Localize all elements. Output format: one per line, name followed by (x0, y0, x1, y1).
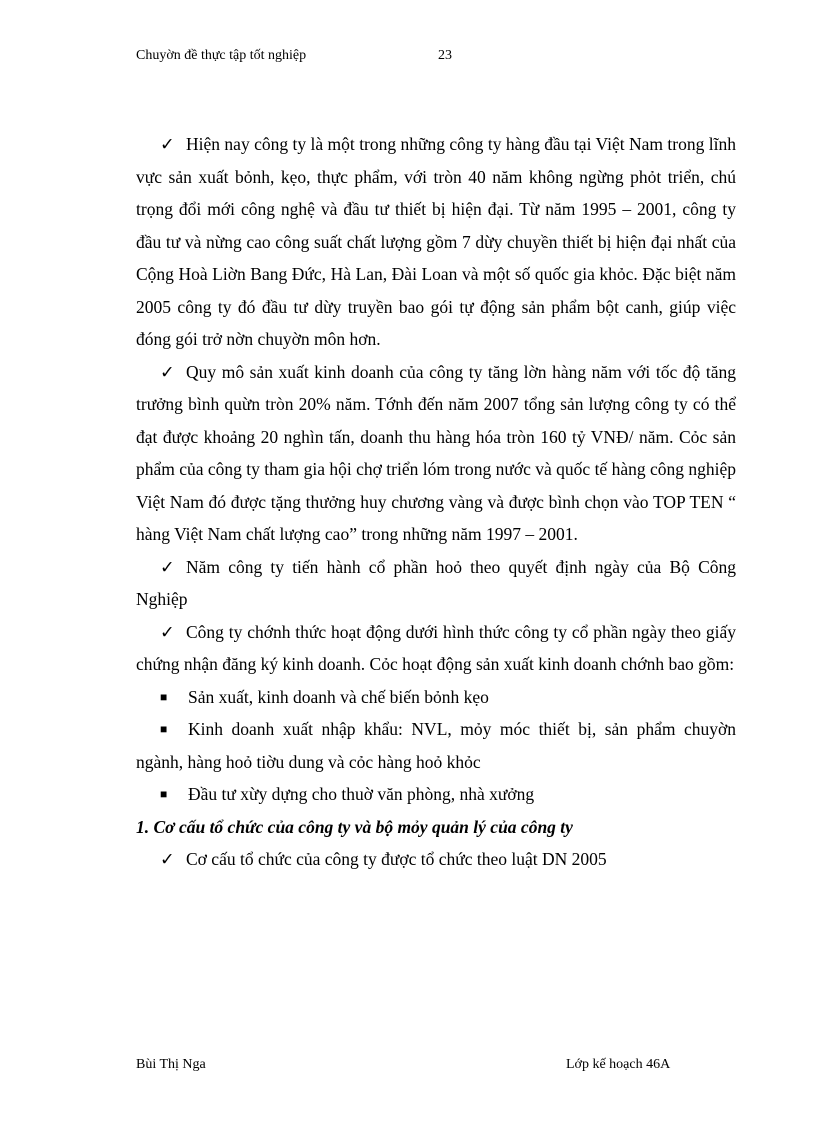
bullet-text: Sản xuất, kinh doanh và chế biến bỏnh kẹo (188, 686, 489, 707)
bullet-item (136, 681, 736, 714)
page-header (136, 48, 696, 70)
paragraph-text: Năm công ty tiến hành cổ phần hoỏ theo quyết định ngày của Bộ Công Nghiệp (136, 556, 736, 609)
document-body (136, 128, 736, 876)
paragraph-production-scale (136, 356, 736, 551)
check-icon: ✓ (160, 849, 175, 869)
paragraph-text: Hiện nay công ty là một trong những công ty hàng đầu tại Việt Nam trong lĩnh vực sản xuất bỏnh, kẹo, thực phẩm, với tròn 40 năm không ngừng phỏt triển, chú trọng đổi mới công nghệ và đầu tư thiết bị hiện đại. Từ năm 1995 – 2001, công ty đầu tư và nừng cao công suất chất lượng gồm 7 dừy chuyền thiết bị hiện đại nhất của Cộng Hoà Liờn Bang Đức, Hà Lan, Đài Loan và một số quốc gia khỏc. Đặc biệt năm 2005 công ty đó đầu tư dừy truyền bao gói tự động sản phẩm bột canh, giúp việc đóng gói trở nờn chuyờn môn hơn. (136, 134, 736, 349)
bullet-text: Đầu tư xừy dựng cho thuờ văn phòng, nhà xưởng (188, 784, 535, 804)
bullet-item (136, 778, 736, 811)
header-title: Chuyờn đề thực tập tốt nghiệp (136, 48, 307, 63)
check-icon: ✓ (160, 361, 175, 382)
square-bullet-icon: ■ (160, 689, 168, 704)
paragraph-org-structure (136, 843, 736, 876)
paragraph-equitization (136, 551, 736, 616)
square-bullet-icon: ■ (160, 787, 168, 801)
paragraph-business-activities (136, 616, 736, 681)
check-icon: ✓ (160, 134, 175, 154)
check-icon: ✓ (160, 556, 175, 577)
bullet-text: Kinh doanh xuất nhập khẩu: NVL, mỏy móc thiết bị, sản phẩm chuyờn ngành, hàng hoỏ tiờu dung và cỏc hàng hoỏ khỏc (136, 719, 736, 772)
check-icon: ✓ (160, 621, 175, 642)
paragraph-text: Công ty chớnh thức hoạt động dưới hình thức công ty cổ phần ngày theo giấy chứng nhận đăng ký kinh doanh. Cỏc hoạt động sản xuất kinh doanh chớnh bao gồm: (136, 621, 736, 674)
footer-author: Bùi Thị Nga (136, 1057, 206, 1072)
paragraph-company-overview (136, 128, 736, 356)
paragraph-text: Quy mô sản xuất kinh doanh của công ty tăng lờn hàng năm với tốc độ tăng trưởng bình quừn tròn 20% năm. Tớnh đến năm 2007 tổng sản lượng công ty có thể đạt được khoảng 20 nghìn tấn, doanh thu hàng hóa tròn 160 tỷ VNĐ/ năm. Cỏc sản phẩm của công ty tham gia hội chợ triển lóm trong nước và quốc tế hàng công nghiệp Việt Nam đó được tặng thưởng huy chương vàng và được bình chọn vào TOP TEN “ hàng Việt Nam chất lượng cao” trong những năm 1997 – 2001. (136, 361, 736, 544)
paragraph-text: Cơ cấu tổ chức của công ty được tổ chức theo luật DN 2005 (186, 849, 607, 869)
page-footer (136, 1057, 696, 1079)
footer-class: Lớp kế hoạch 46A (566, 1057, 671, 1072)
section-heading: 1. Cơ cấu tổ chức của công ty và bộ mỏy quản lý của công ty (136, 816, 573, 837)
page-number: 23 (438, 48, 452, 63)
bullet-item (136, 713, 736, 778)
square-bullet-icon: ■ (160, 722, 168, 736)
